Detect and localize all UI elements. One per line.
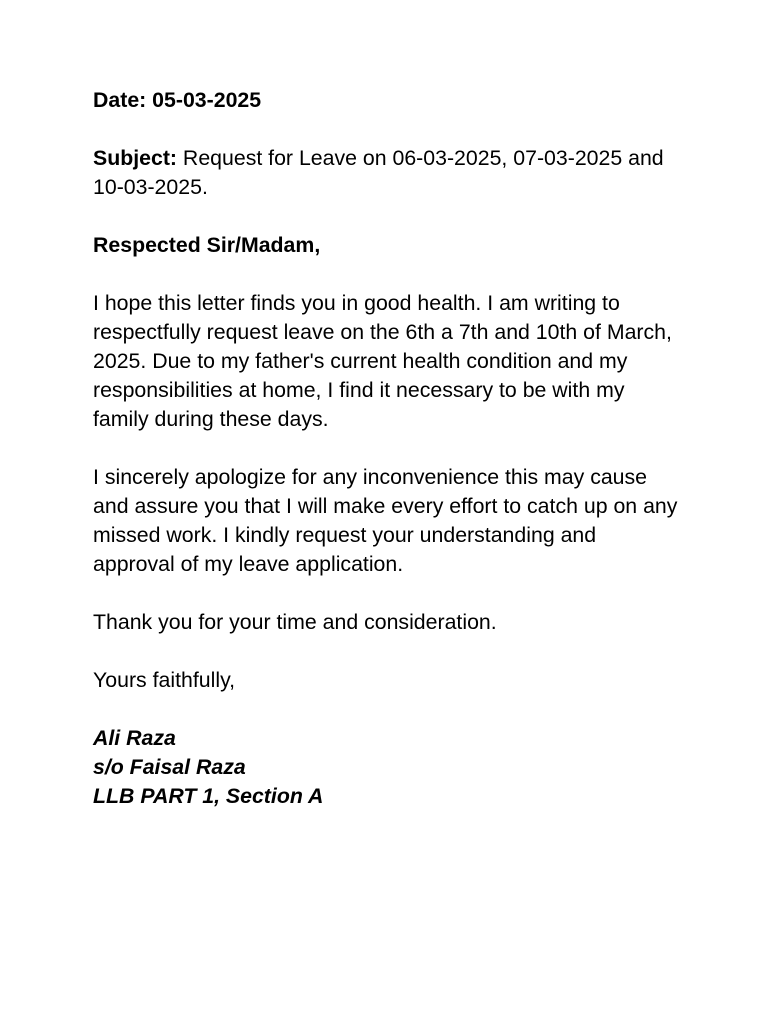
closing: Yours faithfully, (93, 668, 236, 692)
date-line: Date: 05-03-2025 (93, 88, 262, 112)
subject-label: Subject: (93, 146, 178, 170)
subject-line (93, 144, 683, 202)
signature-name: Ali Raza (93, 726, 176, 750)
body-paragraph-2: I sincerely apologize for any inconvenience this may cause and assure you that I will make every effort to catch up on any missed work. I kindly request your understanding and approval of my leave application. (93, 465, 678, 576)
body-paragraph-1: I hope this letter finds you in good health. I am writing to respectfully request leave on the 6th a 7th and 10th of March, 2025. Due to my father's current health condition and my responsibilities at home, I find it necessary to be with my family during these days. (93, 291, 672, 431)
signature-parentage: s/o Faisal Raza (93, 755, 246, 779)
signature-block (93, 724, 683, 811)
leave-letter (93, 86, 683, 811)
signature-class: LLB PART 1, Section A (93, 784, 324, 808)
subject-text: Request for Leave on 06-03-2025, 07-03-2025 and 10-03-2025. (93, 146, 664, 199)
body-paragraph-3: Thank you for your time and consideration. (93, 610, 497, 634)
salutation: Respected Sir/Madam, (93, 233, 321, 257)
